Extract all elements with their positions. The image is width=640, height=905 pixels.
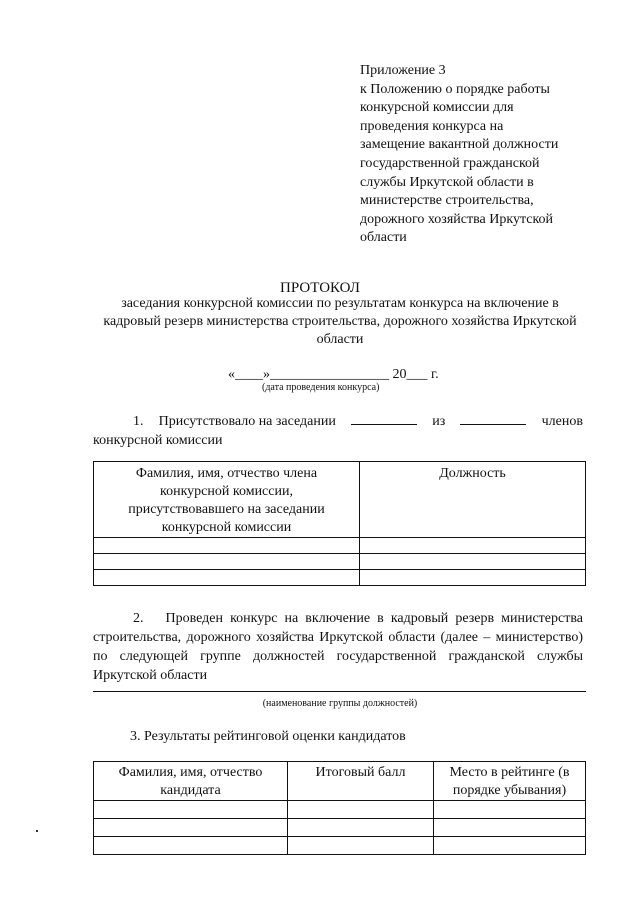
appendix-line: конкурсной комиссии для bbox=[360, 100, 514, 116]
appendix-line: министерстве строительства, bbox=[360, 193, 534, 209]
table-header-cell: Итоговый балл bbox=[288, 762, 434, 801]
appendix-line: государственной гражданской bbox=[360, 155, 540, 171]
table-header-cell: Фамилия, имя, отчество члена конкурсной комиссии, присутствовавшего на заседании конкурсной комиссии bbox=[94, 462, 360, 538]
commission-members-table bbox=[93, 461, 586, 586]
group-name-line bbox=[93, 691, 586, 692]
appendix-line: области bbox=[360, 230, 407, 246]
table-header-cell: Место в рейтинге (в порядке убывания) bbox=[434, 762, 586, 801]
section-1-text-d: конкурсной комиссии bbox=[93, 433, 223, 448]
appendix-line: к Положению о порядке работы bbox=[360, 81, 550, 97]
table-row bbox=[94, 554, 586, 570]
section-2 bbox=[93, 609, 583, 685]
section-2-number: 2. bbox=[133, 611, 144, 626]
table-header-cell: Фамилия, имя, отчество кандидата bbox=[94, 762, 288, 801]
appendix-line: службы Иркутской области в bbox=[360, 174, 534, 190]
appendix-line: замещение вакантной должности bbox=[360, 137, 559, 153]
section-1 bbox=[93, 412, 583, 450]
date-hint: (дата проведения конкурса) bbox=[262, 382, 380, 393]
present-count-blank bbox=[351, 412, 417, 425]
total-count-blank bbox=[460, 412, 526, 425]
scan-speck bbox=[36, 830, 38, 832]
table-row bbox=[94, 538, 586, 554]
section-3-title: 3. Результаты рейтинговой оценки кандидатов bbox=[130, 729, 406, 744]
date-field: «____»_________________ 20___ г. bbox=[228, 367, 439, 382]
section-1-text-c: членов bbox=[541, 414, 583, 429]
section-1-text-b: из bbox=[432, 414, 446, 429]
candidates-rating-table bbox=[93, 761, 586, 855]
document-title: ПРОТОКОЛ bbox=[280, 280, 360, 296]
section-1-text-a: Присутствовало на заседании bbox=[158, 414, 336, 429]
group-name-hint: (наименование группы должностей) bbox=[262, 698, 418, 709]
appendix-line: Приложение 3 bbox=[360, 63, 446, 78]
table-row bbox=[94, 801, 586, 819]
appendix-block bbox=[360, 62, 590, 248]
document-subtitle: заседания конкурсной комиссии по результатам конкурса на включение в кадровый резерв министерства строительства, дорожного хозяйства Иркутской области bbox=[103, 296, 577, 347]
table-row bbox=[94, 570, 586, 586]
appendix-line: дорожного хозяйства Иркутской bbox=[360, 211, 554, 227]
appendix-line: проведения конкурса на bbox=[360, 118, 504, 134]
section-2-text: Проведен конкурс на включение в кадровый резерв министерства строительства, дорожного хозяйства Иркутской области (далее – министерство) по следующей группе должностей государственной гражданской службы Иркутской области bbox=[93, 611, 583, 683]
table-row bbox=[94, 837, 586, 855]
table-header-cell: Должность bbox=[360, 462, 586, 538]
table-row bbox=[94, 819, 586, 837]
section-1-number: 1. bbox=[133, 414, 144, 429]
